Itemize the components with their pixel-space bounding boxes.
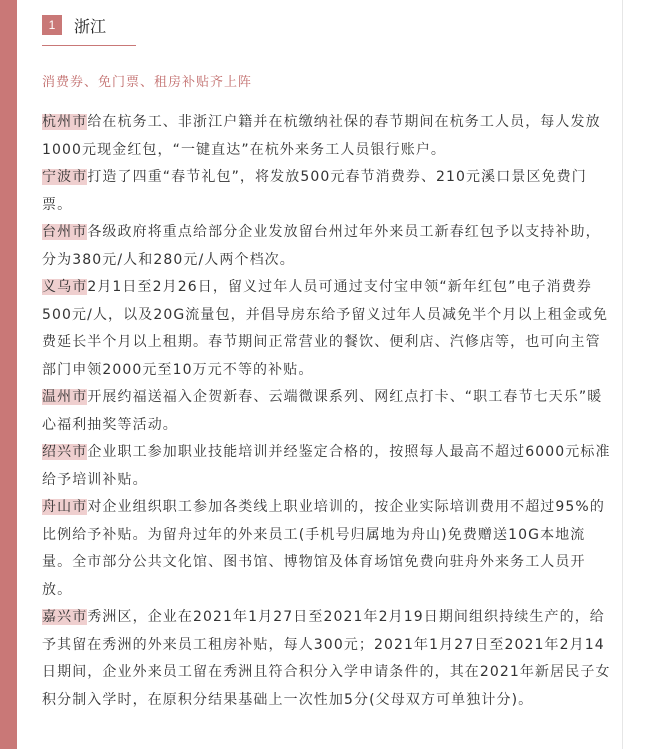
left-accent-bar (0, 0, 17, 749)
entry-text: 2月1日至2月26日，留义过年人员可通过支付宝申领“新年红包”电子消费券500元/人，以及20G流量包，并倡导房东给予留义过年人员减免半个月以上租金或免费延长半个月以上租期。春节期间正常营业的餐饮、便利店、汽修店等，也可向主管部门申领2000元至10万元不等的补贴。 (42, 279, 609, 378)
entry-text: 打造了四重“春节礼包”，将发放500元春节消费券、210元溪口景区免费门票。 (42, 169, 587, 213)
city-name: 绍兴市 (42, 444, 88, 460)
city-name: 嘉兴市 (42, 609, 88, 625)
entry-text: 开展约福送福入企贺新春、云端微课系列、网红点打卡、“职工春节七天乐”暖心福利抽奖等活动。 (42, 389, 603, 433)
right-border-line (622, 0, 623, 749)
city-name: 台州市 (42, 224, 88, 240)
article-body (42, 109, 612, 714)
entry-text: 秀洲区，企业在2021年1月27日至2021年2月19日期间组织持续生产的，给予其留在秀洲的外来员工租房补贴，每人300元；2021年1月27日至2021年2月14日期间，企业外来员工留在秀洲且符合积分入学申请条件的，其在2021年新居民子女积分制入学时，在原积分结果基础上一次性加5分(父母双方可单独计分)。 (42, 609, 611, 708)
city-entry-zhoushan (42, 494, 612, 604)
city-name: 宁波市 (42, 169, 88, 185)
section-number-badge: 1 (42, 15, 62, 35)
section-title: 浙江 (74, 16, 107, 36)
city-name: 义乌市 (42, 279, 88, 295)
section-subtitle: 消费券、免门票、租房补贴齐上阵 (42, 75, 253, 90)
section-divider (42, 45, 136, 46)
city-entry-wenzhou (42, 384, 612, 439)
city-entry-taizhou (42, 219, 612, 274)
city-entry-ningbo (42, 164, 612, 219)
city-entry-shaoxing (42, 439, 612, 494)
city-name: 杭州市 (42, 114, 88, 130)
entry-text: 企业职工参加职业技能培训并经鉴定合格的，按照每人最高不超过6000元标准给予培训补贴。 (42, 444, 611, 488)
entry-text: 各级政府将重点给部分企业发放留台州过年外来员工新春红包予以支持补助，分为380元/人和280元/人两个档次。 (42, 224, 601, 268)
entry-text: 对企业组织职工参加各类线上职业培训的，按企业实际培训费用不超过95%的比例给予补贴。为留舟过年的外来员工(手机号归属地为舟山)免费赠送10G本地流量。全市部分公共文化馆、图书馆、博物馆及体育场馆免费向驻舟外来务工人员开放。 (42, 499, 605, 598)
city-entry-hangzhou (42, 109, 612, 164)
city-name: 舟山市 (42, 499, 88, 515)
city-entry-jiaxing (42, 604, 612, 714)
city-name: 温州市 (42, 389, 88, 405)
entry-text: 给在杭务工、非浙江户籍并在杭缴纳社保的春节期间在杭务工人员，每人发放1000元现金红包，“一键直达”在杭外来务工人员银行账户。 (42, 114, 601, 158)
city-entry-yiwu (42, 274, 612, 384)
section-header (42, 14, 106, 36)
